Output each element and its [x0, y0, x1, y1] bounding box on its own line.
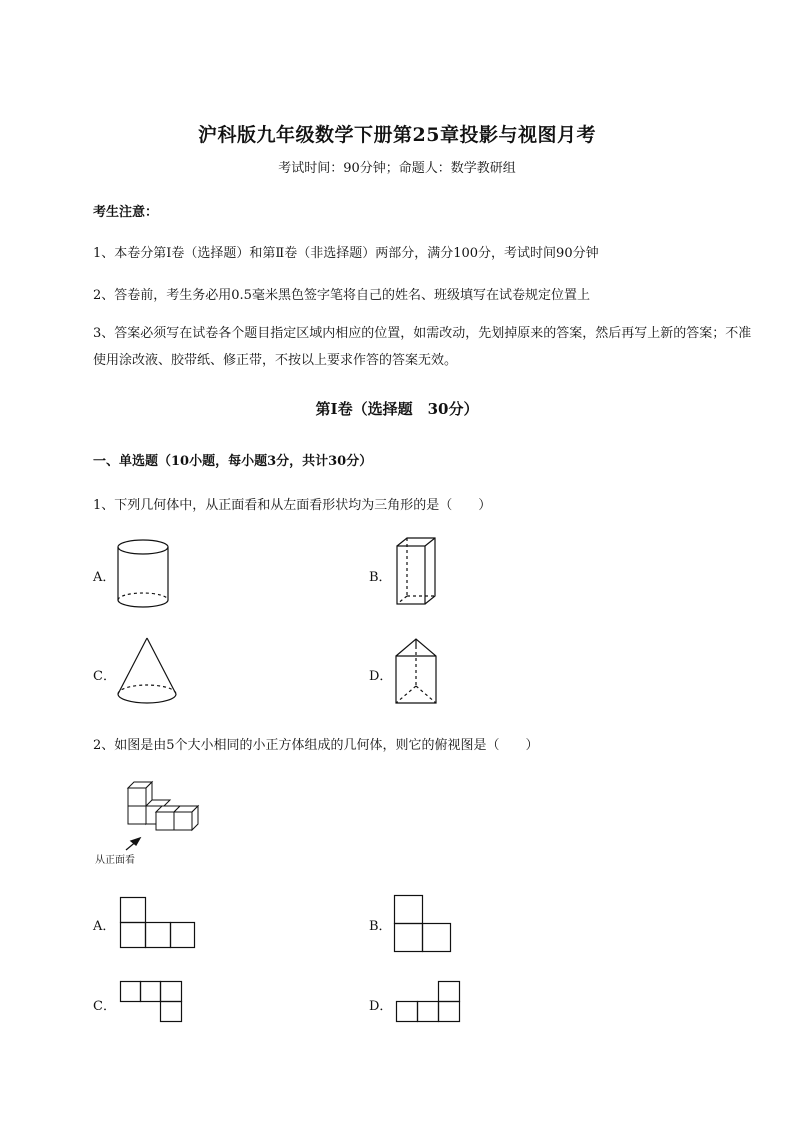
q2-option-a-label: A．: [93, 919, 116, 934]
q2-option-b-label: B．: [369, 919, 392, 934]
top-view-d: [396, 981, 462, 1024]
top-view-a: [120, 897, 196, 950]
q1-option-c-label: C．: [93, 669, 116, 684]
cone-figure: [115, 636, 180, 711]
cube-stack-figure: [118, 778, 198, 838]
page-title: 沪科版九年级数学下册第25章投影与视图月考: [198, 124, 596, 146]
top-view-c: [120, 981, 184, 1024]
notice-item-2: 2、答卷前，考生务必用0.5毫米黑色签字笔将自己的姓名、班级填写在试卷规定位置上: [93, 288, 590, 303]
question-2-stem: 2、如图是由5个大小相同的小正方体组成的几何体，则它的俯视图是（ ）: [93, 738, 539, 753]
part-title: 一、单选题（10小题，每小题3分，共计30分）: [93, 454, 373, 469]
section-title: 第I卷（选择题 30分）: [315, 400, 479, 418]
exam-info: 考试时间：90分钟；命题人：数学教研组: [278, 161, 516, 176]
q2-option-c-label: C．: [93, 999, 116, 1014]
q1-option-b-label: B．: [369, 570, 392, 585]
notice-item-3: 3、答案必须写在试卷各个题目指定区域内相应的位置，如需改动，先划掉原来的答案，然后再写上新的答案；不准使用涂改液、胶带纸、修正带，不按以上要求作答的答案无效。: [93, 326, 752, 368]
q1-option-d-label: D．: [369, 669, 393, 684]
cylinder-figure: [115, 538, 175, 613]
q1-option-a-label: A．: [93, 570, 116, 585]
notice-item-1: 1、本卷分第I卷（选择题）和第Ⅱ卷（非选择题）两部分，满分100分，考试时间90分钟: [93, 246, 599, 261]
cuboid-figure: [393, 536, 443, 611]
top-view-b: [394, 895, 452, 953]
q2-option-d-label: D．: [369, 999, 393, 1014]
question-1-stem: 1、下列几何体中，从正面看和从左面看形状均为三角形的是（ ）: [93, 498, 492, 513]
triangular-prism-figure: [393, 636, 443, 711]
notice-heading: 考生注意：: [93, 205, 159, 220]
figure-caption: 从正面看: [95, 855, 135, 866]
